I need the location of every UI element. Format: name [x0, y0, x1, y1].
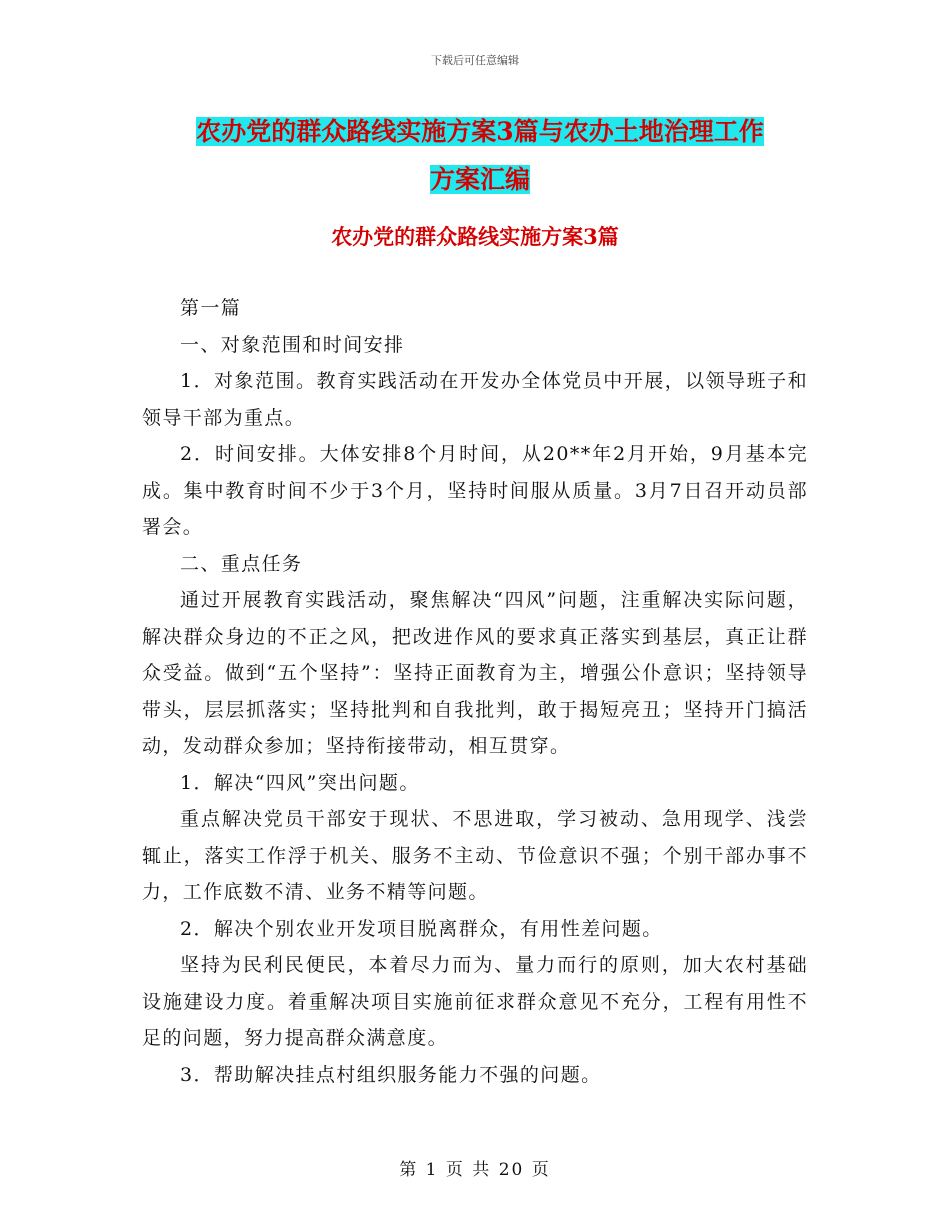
document-body	[142, 290, 808, 1093]
title-line-2: 方案汇编	[429, 165, 530, 194]
paragraph: 3．帮助解决挂点村组织服务能力不强的问题。	[180, 1063, 602, 1086]
paragraph: 1．对象范围。教育实践活动在开发办全体党员中开展，以领导班子和领导干部为重点。	[142, 370, 808, 429]
paragraph: 2．时间安排。大体安排8个月时间，从20**年2月开始，9月基本完成。集中教育时间不少于3个月，坚持时间服从质量。3月7日召开动员部署会。	[142, 443, 808, 538]
page-header: 下载后可任意编辑	[431, 54, 519, 67]
paragraph: 第一篇	[180, 297, 242, 319]
page-footer: 第 1 页 共 20 页	[399, 1160, 551, 1180]
section-title: 农办党的群众路线实施方案3篇	[331, 224, 619, 249]
paragraph: 一、对象范围和时间安排	[180, 333, 405, 356]
document-title	[140, 108, 820, 204]
paragraph: 2．解决个别农业开发项目脱离群众，有用性差问题。	[180, 917, 663, 940]
paragraph: 二、重点任务	[180, 552, 303, 575]
title-line-1: 农办党的群众路线实施方案3篇与农办土地治理工作	[196, 117, 764, 146]
paragraph: 重点解决党员干部安于现状、不思进取，学习被动、急用现学、浅尝辄止，落实工作浮于机关、服务不主动、节俭意识不强；个别干部办事不力，工作底数不清、业务不精等问题。	[142, 808, 808, 903]
paragraph: 通过开展教育实践活动，聚焦解决“四风”问题，注重解决实际问题，解决群众身边的不正之风，把改进作风的要求真正落实到基层，真正让群众受益。做到“五个坚持”：坚持正面教育为主，增强公仆意识；坚持领导带头，层层抓落实；坚持批判和自我批判，敢于揭短亮丑；坚持开门搞活动，发动群众参加；坚持衔接带动，相互贯穿。	[142, 589, 808, 757]
paragraph: 1．解决“四风”突出问题。	[180, 771, 420, 794]
paragraph: 坚持为民利民便民，本着尽力而为、量力而行的原则，加大农村基础设施建设力度。着重解决项目实施前征求群众意见不充分，工程有用性不足的问题，努力提高群众满意度。	[142, 954, 808, 1049]
